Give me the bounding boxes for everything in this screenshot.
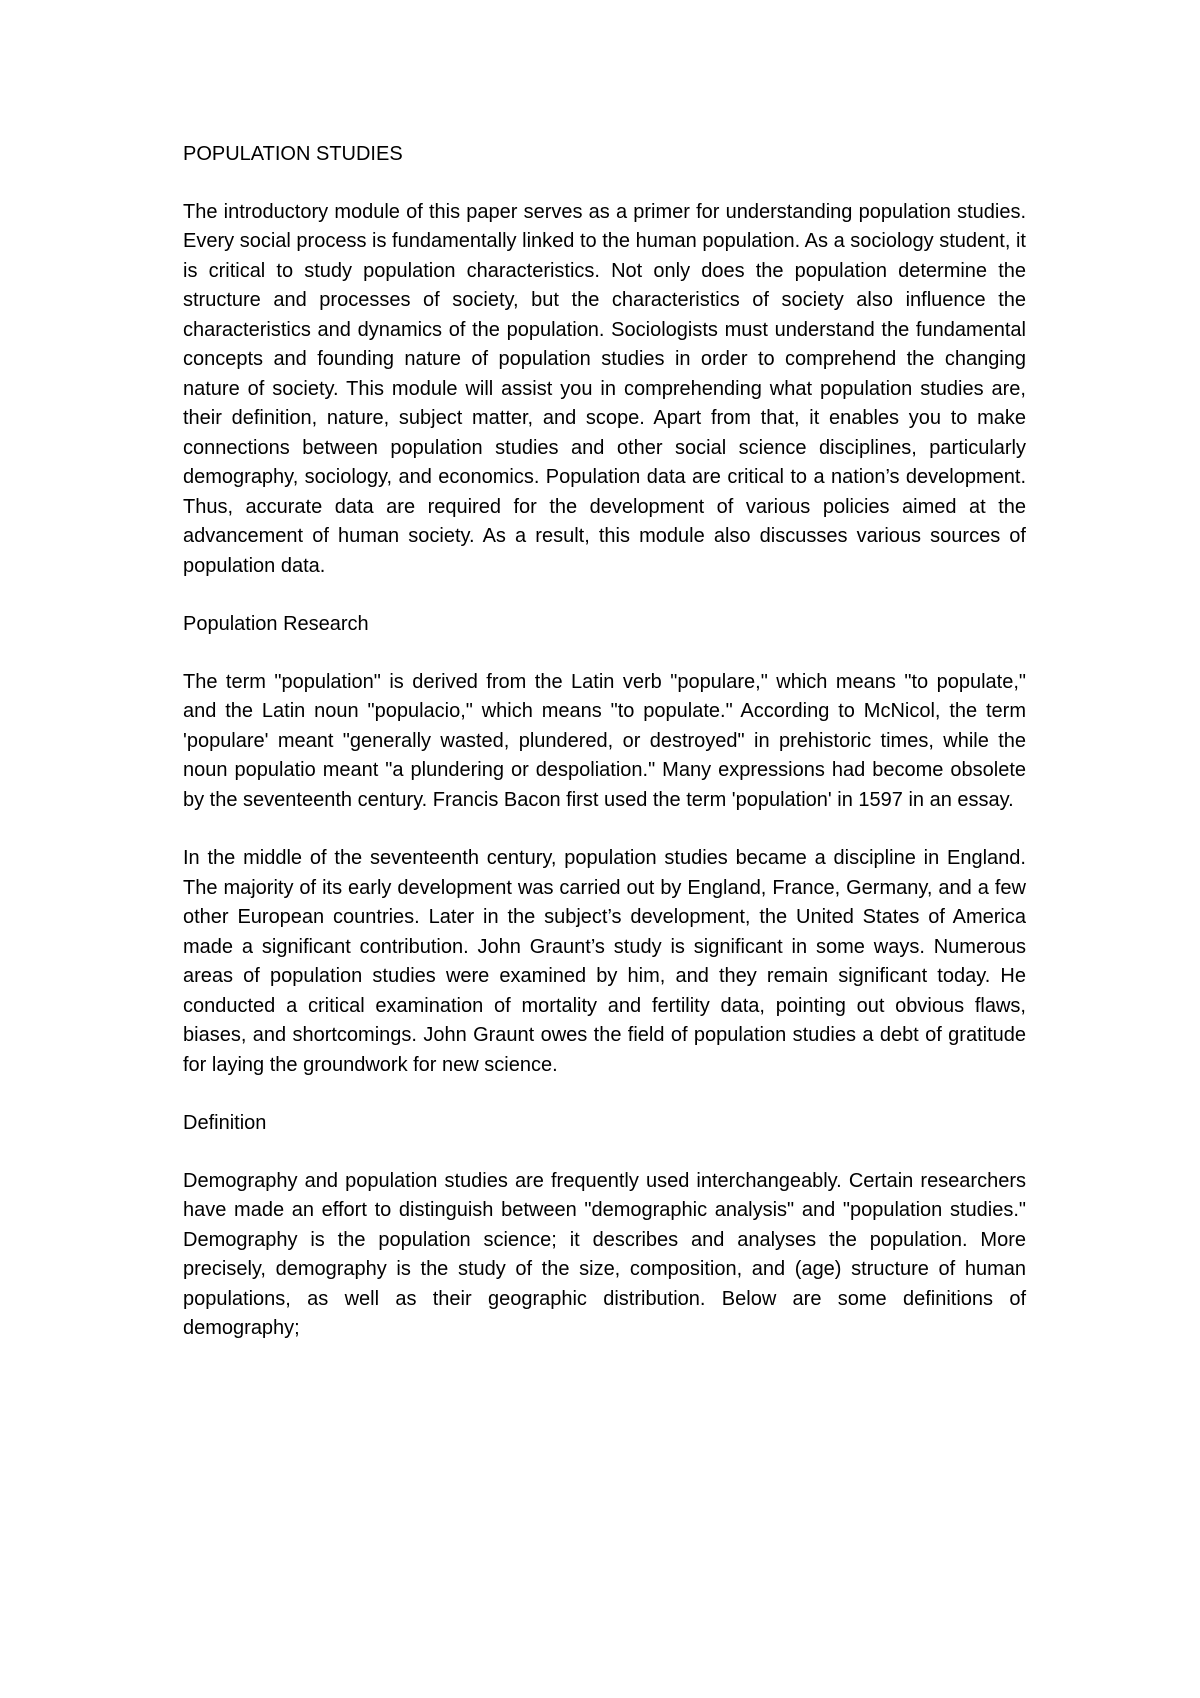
document-page [183, 140, 1026, 1373]
population-research-paragraph-1: The term "population" is derived from the Latin verb "populare," which means "to populate," and the Latin noun "populacio," which means "to populate." According to McNicol, the term 'populare' meant "generally wasted, plundered, or destroyed" in prehistoric times, while the noun populatio meant "a plundering or despoliation." Many expressions had become obsolete by the seventeenth century. Francis Bacon first used the term 'population' in 1597 in an essay. [183, 670, 1026, 811]
section-heading-definition: Definition [183, 1112, 267, 1134]
population-research-paragraph-2: In the middle of the seventeenth century, population studies became a discipline in England. The majority of its early development was carried out by England, France, Germany, and a few other European countries. Later in the subject’s development, the United States of America made a significant contribution. John Graunt’s study is significant in some ways. Numerous areas of population studies were examined by him, and they remain significant today. He conducted a critical examination of mortality and fertility data, pointing out obvious flaws, biases, and shortcomings. John Graunt owes the field of population studies a debt of gratitude for laying the groundwork for new science. [183, 847, 1026, 1076]
section-heading-population-research: Population Research [183, 613, 369, 635]
document-title: POPULATION STUDIES [183, 143, 403, 165]
intro-paragraph: The introductory module of this paper serves as a primer for understanding population studies. Every social process is fundamentally linked to the human population. As a sociology student, it is critical to study population characteristics. Not only does the population determine the structure and processes of society, but the characteristics of society also influence the characteristics and dynamics of the population. Sociologists must understand the fundamental concepts and founding nature of population studies in order to comprehend the changing nature of society. This module will assist you in comprehending what population studies are, their definition, nature, subject matter, and scope. Apart from that, it enables you to make connections between population studies and other social science disciplines, particularly demography, sociology, and economics. Population data are critical to a nation’s development. Thus, accurate data are required for the development of various policies aimed at the advancement of human society. As a result, this module also discusses various sources of population data. [183, 200, 1026, 577]
definition-paragraph: Demography and population studies are frequently used interchangeably. Certain researchers have made an effort to distinguish between "demographic analysis" and "population studies." Demography is the population science; it describes and analyses the population. More precisely, demography is the study of the size, composition, and (age) structure of human populations, as well as their geographic distribution. Below are some definitions of demography; [183, 1169, 1026, 1339]
